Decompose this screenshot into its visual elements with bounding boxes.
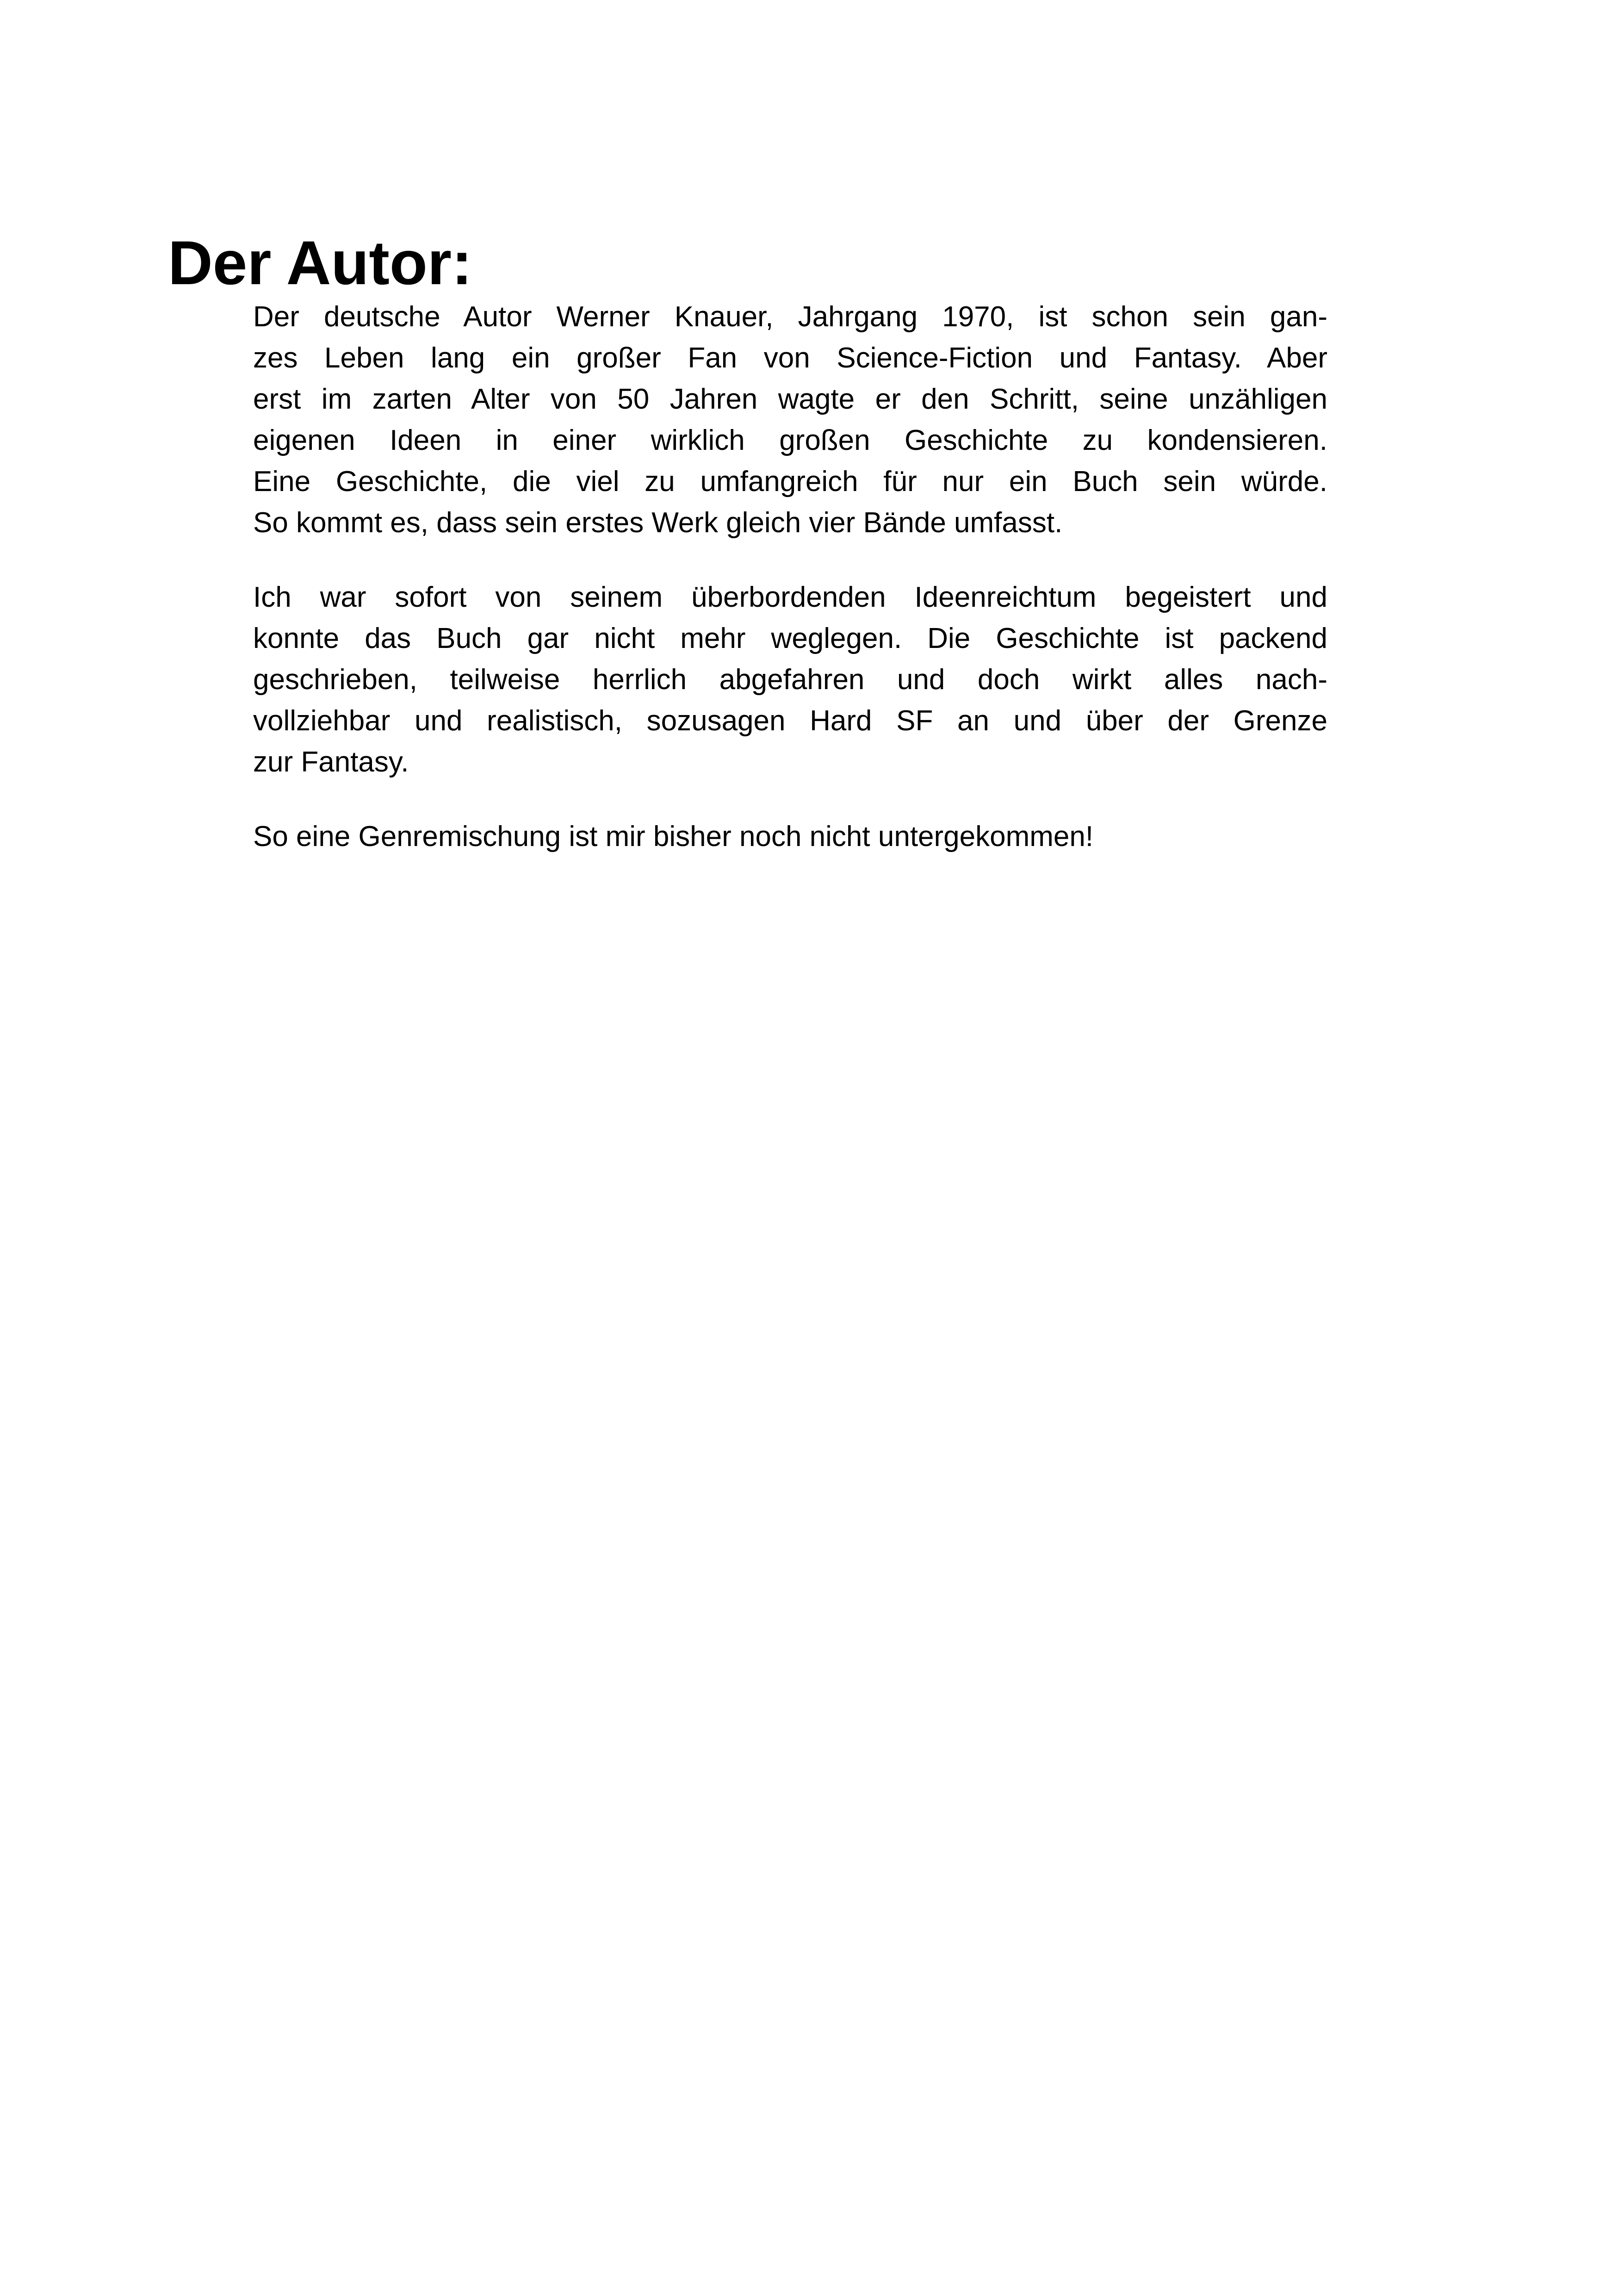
paragraph-conclusion — [253, 816, 1327, 857]
text-line: zur Fantasy. — [253, 746, 409, 778]
text-line: geschrieben, teilweise herrlich abgefahren und doch wirkt alles nach- — [253, 664, 1327, 696]
text-line: Ich war sofort von seinem überbordenden Ideenreichtum begeistert und — [253, 581, 1327, 613]
text-line: Eine Geschichte, die viel zu umfangreich für nur ein Buch sein würde. — [253, 466, 1327, 498]
text-line: eigenen Ideen in einer wirklich großen Geschichte zu kondensieren. — [253, 424, 1327, 456]
paragraph-review — [253, 577, 1327, 783]
text-line: So eine Genremischung ist mir bisher noch nicht untergekommen! — [253, 821, 1094, 852]
text-line: zes Leben lang ein großer Fan von Science-Fiction und Fantasy. Aber — [253, 342, 1327, 374]
body-text — [253, 296, 1327, 890]
text-line: So kommt es, dass sein erstes Werk gleich vier Bände umfasst. — [253, 507, 1063, 539]
text-line: konnte das Buch gar nicht mehr weglegen. Die Geschichte ist packend — [253, 622, 1327, 654]
page-title: Der Autor: — [168, 228, 472, 298]
text-line: vollziehbar und realistisch, sozusagen Hard SF an und über der Grenze — [253, 705, 1327, 737]
text-line: erst im zarten Alter von 50 Jahren wagte er den Schritt, seine unzähligen — [253, 383, 1327, 415]
paragraph-author-intro — [253, 296, 1327, 543]
text-line: Der deutsche Autor Werner Knauer, Jahrgang 1970, ist schon sein gan- — [253, 301, 1327, 333]
